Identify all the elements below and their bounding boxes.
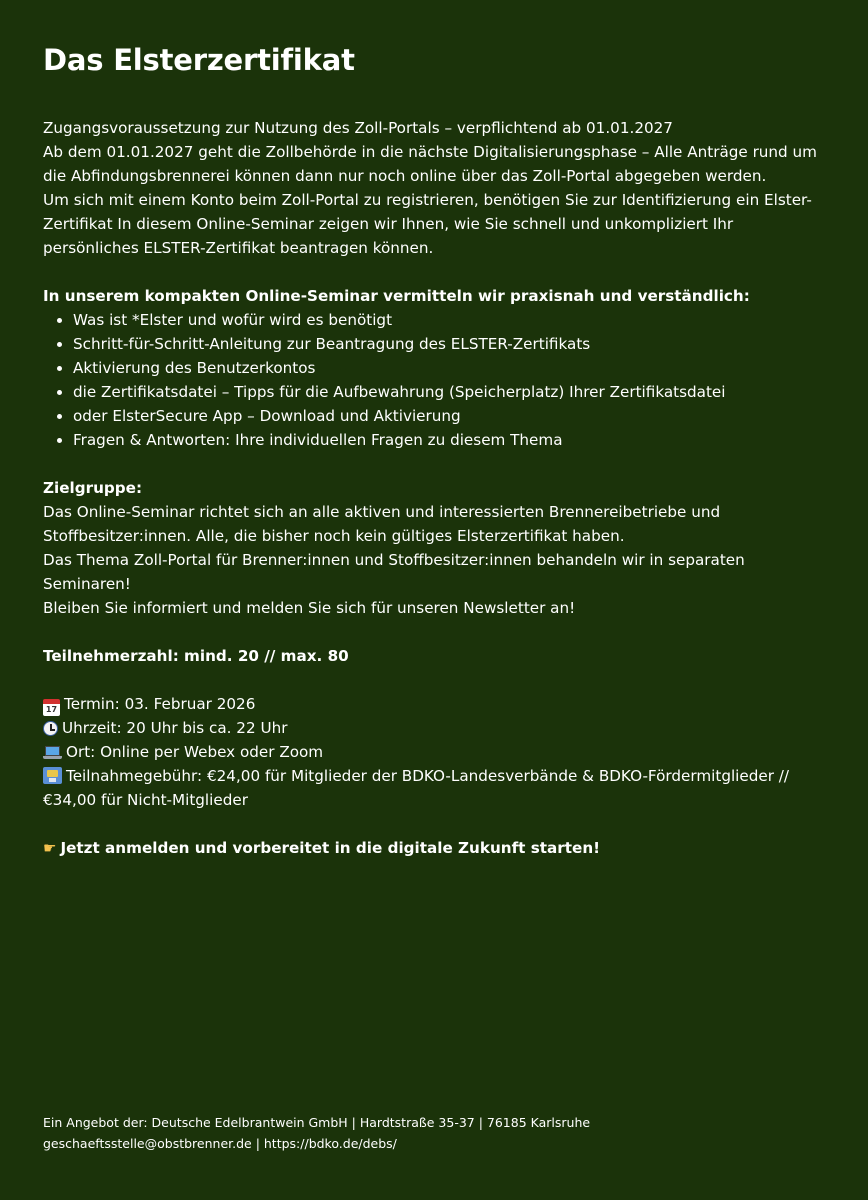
list-item: • Aktivierung des Benutzerkontos: [73, 356, 833, 380]
location-line: [43, 740, 833, 764]
laptop-icon: [43, 745, 62, 760]
intro-line: Zugangsvoraussetzung zur Nutzung des Zoll-Portals – verpflichtend ab 01.01.2027: [43, 119, 673, 137]
audience-line: Bleiben Sie informiert und melden Sie sich für unseren Newsletter an!: [43, 599, 576, 617]
footer-contact: geschaeftsstelle@obstbrenner.de | https://bdko.de/debs/: [43, 1136, 397, 1151]
list-item: • die Zertifikatsdatei – Tipps für die Aufbewahrung (Speicherplatz) Ihrer Zertifikatsdatei: [73, 380, 833, 404]
audience-heading: Zielgruppe:: [43, 479, 143, 497]
list-item: • Was ist *Elster und wofür wird es benötigt: [73, 308, 833, 332]
location-text: Ort: Online per Webex oder Zoom: [66, 743, 324, 761]
cta-text: Jetzt anmelden und vorbereitet in die digitale Zukunft starten!: [60, 839, 601, 857]
call-to-action: [43, 836, 833, 860]
money-icon: [43, 767, 62, 784]
document: [43, 42, 833, 860]
seminar-topics-list: [43, 308, 833, 452]
fee-line: [43, 764, 833, 812]
clock-icon: [43, 721, 58, 736]
calendar-icon: 17: [43, 699, 60, 716]
intro-section: [43, 116, 833, 260]
event-details: [43, 692, 833, 812]
intro-line: Um sich mit einem Konto beim Zoll-Portal zu registrieren, benötigen Sie zur Identifizierung ein Elster-Zertifikat In diesem Online-Seminar zeigen wir Ihnen, wie Sie schnell und unkompliziert Ihr persönliches ELSTER-Zertifikat beantragen können.: [43, 191, 812, 257]
list-item: • Fragen & Antworten: Ihre individuellen Fragen zu diesem Thema: [73, 428, 833, 452]
participants-count: Teilnehmerzahl: mind. 20 // max. 80: [43, 647, 349, 665]
time-text: Uhrzeit: 20 Uhr bis ca. 22 Uhr: [62, 719, 288, 737]
list-item: • Schritt-für-Schritt-Anleitung zur Beantragung des ELSTER-Zertifikats: [73, 332, 833, 356]
time-line: [43, 716, 833, 740]
seminar-heading: In unserem kompakten Online-Seminar vermitteln wir praxisnah und verständlich:: [43, 287, 750, 305]
page-title: Das Elsterzertifikat: [43, 43, 355, 77]
fee-text: Teilnahmegebühr: €24,00 für Mitglieder der BDKO-Landesverbände & BDKO-Fördermitglieder // €34,00 für Nicht-Mitglieder: [43, 767, 790, 809]
audience-line: Das Online-Seminar richtet sich an alle aktiven und interessierten Brennereibetriebe und Stoffbesitzer:innen. Alle, die bisher noch kein gültiges Elsterzertifikat haben.: [43, 503, 721, 545]
footer-address: Ein Angebot der: Deutsche Edelbrantwein GmbH | Hardtstraße 35-37 | 76185 Karlsruhe: [43, 1115, 591, 1130]
date-text: Termin: 03. Februar 2026: [64, 695, 256, 713]
intro-line: Ab dem 01.01.2027 geht die Zollbehörde in die nächste Digitalisierungsphase – Alle Anträge rund um die Abfindungsbrennerei können dann nur noch online über das Zoll-Portal abgegeben werden.: [43, 143, 817, 185]
participants-section: [43, 644, 833, 668]
date-line: [43, 692, 833, 716]
footer: [43, 1112, 590, 1154]
audience-line: Das Thema Zoll-Portal für Brenner:innen und Stoffbesitzer:innen behandeln wir in separaten Seminaren!: [43, 551, 745, 593]
list-item: • oder ElsterSecure App – Download und Aktivierung: [73, 404, 833, 428]
audience-section: [43, 476, 833, 620]
pointing-hand-icon: ☛: [43, 839, 57, 857]
